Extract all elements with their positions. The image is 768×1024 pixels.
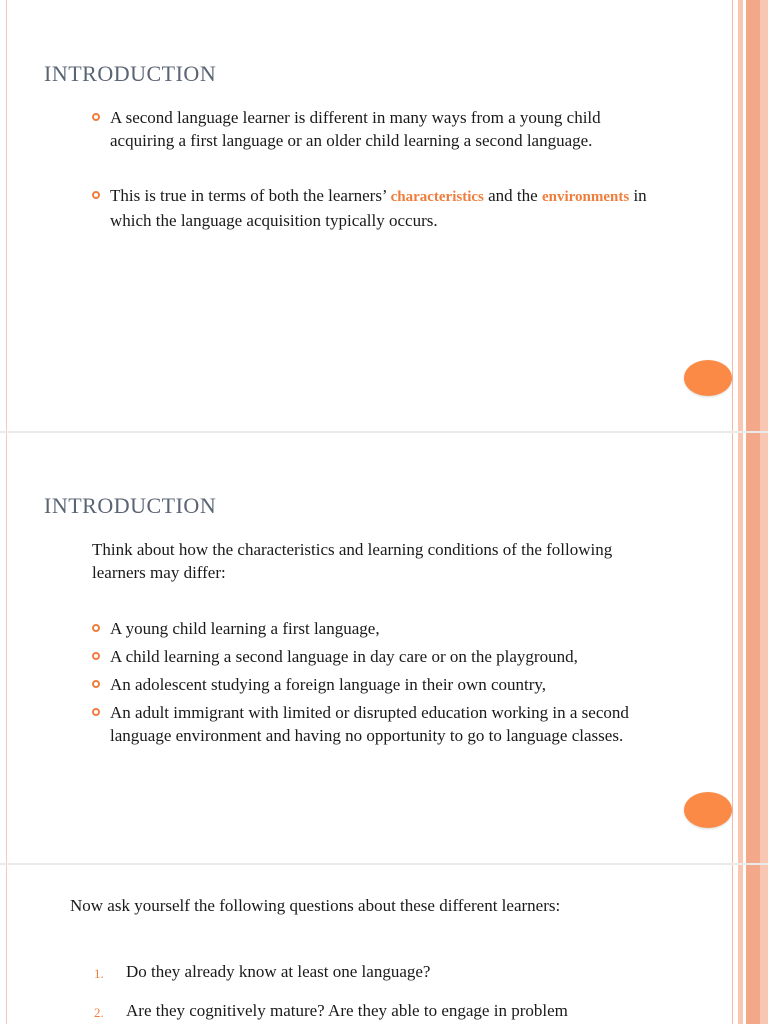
bullet-list: [92, 106, 652, 232]
orange-circle-icon: [684, 792, 732, 828]
list-number: 2.: [94, 1005, 104, 1020]
slide-title: INTRODUCTION: [44, 493, 217, 518]
bullet-text: An adult immigrant with limited or disrupted education working in a second language environment and having no opportunity to go to language classes.: [110, 703, 629, 745]
bullet-text: A young child learning a first language,: [110, 619, 380, 638]
slide-2: [0, 433, 768, 863]
circle-bullet-icon: [92, 652, 100, 660]
learner-list: [92, 617, 652, 747]
highlight-environments: environments: [541, 189, 630, 205]
slide-title: INTRODUCTION: [44, 61, 217, 86]
question-list: [94, 960, 654, 1022]
list-item: [94, 960, 654, 983]
circle-bullet-icon: [92, 624, 100, 632]
highlight-characteristics: characteristics: [390, 189, 484, 205]
bullet-text: A second language learner is different in many ways from a young child acquiring a first language or an older child learning a second language.: [110, 108, 601, 150]
list-number: 1.: [94, 966, 104, 981]
list-item: [92, 701, 652, 747]
intro-text: Now ask yourself the following questions about these different learners:: [70, 896, 561, 915]
question-text: Are they cognitively mature? Are they able to engage in problem: [126, 1001, 568, 1020]
decorative-stripe: [738, 433, 768, 863]
decorative-stripe: [738, 0, 768, 431]
orange-circle-icon: [684, 360, 732, 396]
slide-1: [0, 0, 768, 431]
bullet-text-part: and the: [483, 186, 542, 205]
list-item: [92, 106, 652, 152]
bullet-text-part: in which the language acquisition typically occurs.: [110, 186, 647, 230]
list-item: [92, 645, 652, 668]
list-item: [92, 184, 652, 232]
circle-bullet-icon: [92, 113, 100, 121]
list-item: [92, 617, 652, 640]
bullet-text-part: This is true in terms of both the learners’: [110, 186, 391, 205]
question-text: Do they already know at least one language?: [126, 962, 431, 981]
bullet-text: An adolescent studying a foreign language in their own country,: [110, 675, 547, 694]
list-item: [92, 673, 652, 696]
slide-3: [0, 865, 768, 1024]
circle-bullet-icon: [92, 191, 100, 199]
decorative-stripe: [738, 865, 768, 1024]
list-item: [94, 999, 654, 1022]
circle-bullet-icon: [92, 680, 100, 688]
intro-text: Think about how the characteristics and learning conditions of the following learners may differ:: [92, 540, 613, 582]
circle-bullet-icon: [92, 708, 100, 716]
bullet-text: A child learning a second language in day care or on the playground,: [110, 647, 578, 666]
